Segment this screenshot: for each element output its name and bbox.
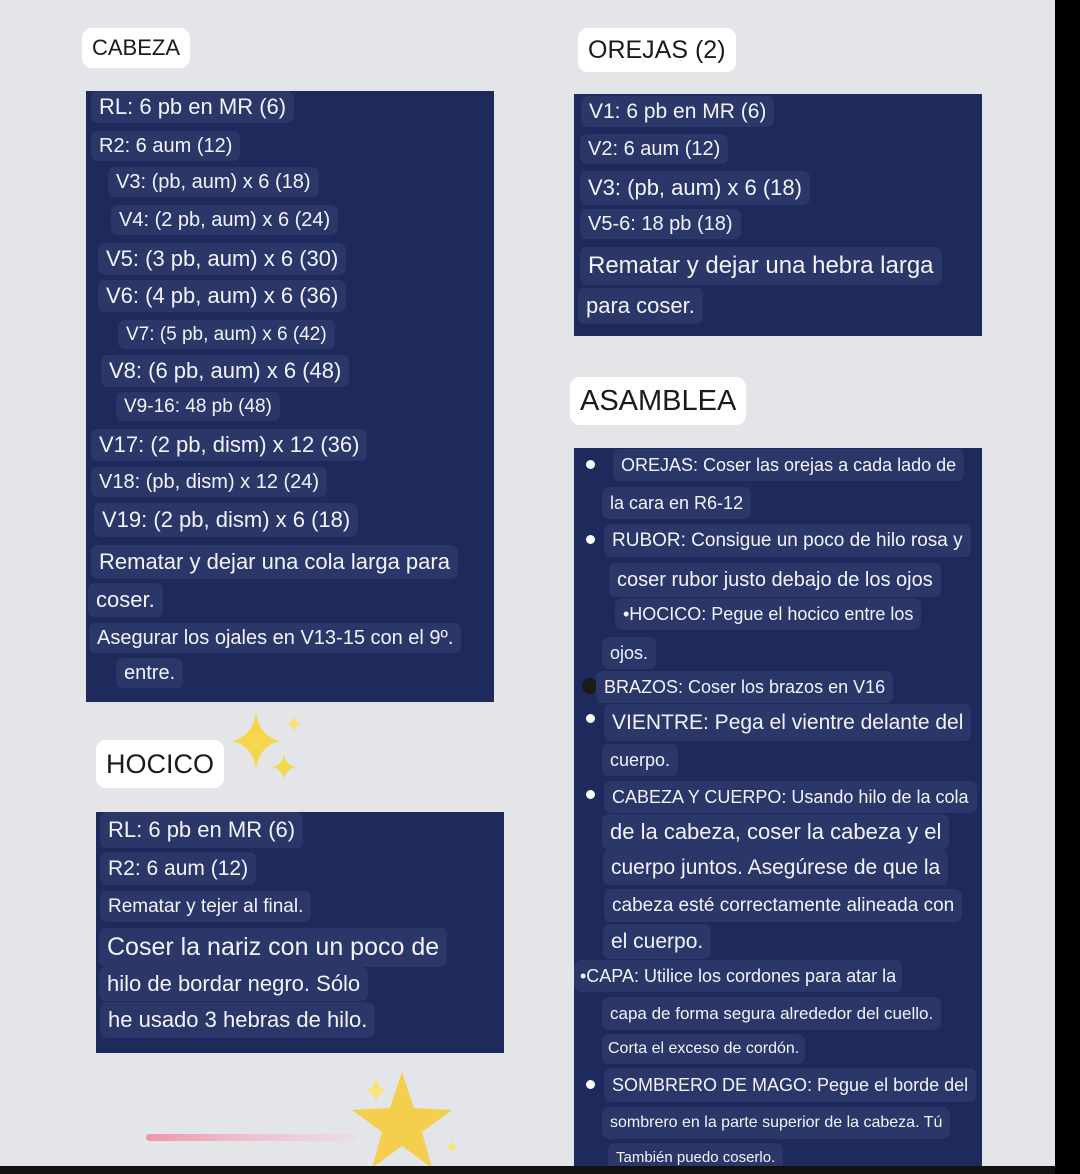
asamblea-line-20: También puedo coserlo.	[608, 1143, 783, 1172]
hocico-line-3: Rematar y tejer al final.	[100, 891, 311, 922]
cabeza-line-2: R2: 6 aum (12)	[91, 131, 240, 161]
cabeza-line-12: V19: (2 pb, dism) x 6 (18)	[94, 503, 358, 537]
cabeza-line-6: V6: (4 pb, aum) x 6 (36)	[98, 280, 346, 312]
cabeza-line-13: Rematar y dejar una cola larga para	[91, 545, 458, 579]
cabeza-line-11: V18: (pb, dism) x 12 (24)	[91, 467, 327, 497]
bullet-cabeza-cuerpo	[586, 790, 595, 799]
bottom-strip	[0, 1166, 1055, 1174]
cabeza-line-3: V3: (pb, aum) x 6 (18)	[108, 167, 319, 197]
asamblea-line-17: Corta el exceso de cordón.	[602, 1034, 805, 1064]
sparkle-icon	[222, 705, 302, 785]
asamblea-line-18: SOMBRERO DE MAGO: Pegue el borde del	[604, 1068, 976, 1102]
orejas-line-3: V3: (pb, aum) x 6 (18)	[580, 171, 810, 205]
asamblea-line-10: CABEZA Y CUERPO: Usando hilo de la cola	[604, 781, 977, 813]
orejas-title: OREJAS (2)	[578, 28, 736, 72]
asamblea-line-16: capa de forma segura alrededor del cuello.	[602, 997, 941, 1030]
cabeza-line-4: V4: (2 pb, aum) x 6 (24)	[111, 205, 338, 235]
cabeza-line-15: Asegurar los ojales en V13-15 con el 9º.	[89, 623, 461, 653]
asamblea-line-3: RUBOR: Consigue un poco de hilo rosa y	[604, 524, 971, 557]
bullet-vientre	[586, 714, 595, 723]
asamblea-line-19: sombrero en la parte superior de la cabeza. Tú	[602, 1107, 950, 1139]
bullet-orejas	[586, 460, 595, 469]
asamblea-line-4: coser rubor justo debajo de los ojos	[609, 563, 941, 597]
orejas-line-2: V2: 6 aum (12)	[580, 134, 728, 164]
asamblea-line-15: •CAPA: Utilice los cordones para atar la	[574, 960, 902, 992]
asamblea-line-14: el cuerpo.	[603, 924, 711, 959]
bullet-sombrero	[586, 1080, 595, 1089]
asamblea-line-6: ojos.	[602, 637, 656, 669]
asamblea-line-9: cuerpo.	[602, 744, 678, 776]
orejas-line-6: para coser.	[578, 288, 703, 324]
asamblea-line-2: la cara en R6-12	[602, 487, 751, 519]
hocico-line-6: he usado 3 hebras de hilo.	[100, 1002, 375, 1038]
cabeza-line-8: V8: (6 pb, aum) x 6 (48)	[101, 355, 349, 387]
hocico-line-1: RL: 6 pb en MR (6)	[100, 812, 303, 848]
cabeza-line-9: V9-16: 48 pb (48)	[116, 392, 280, 421]
hocico-line-4: Coser la nariz con un poco de	[99, 928, 447, 967]
cabeza-line-16: entre.	[116, 658, 183, 688]
orejas-line-1: V1: 6 pb en MR (6)	[581, 96, 774, 127]
hocico-line-5: hilo de bordar negro. Sólo	[99, 967, 368, 1001]
asamblea-title: ASAMBLEA	[570, 377, 746, 425]
asamblea-line-8: VIENTRE: Pega el vientre delante del	[604, 704, 971, 741]
asamblea-line-7: BRAZOS: Coser los brazos en V16	[596, 671, 893, 703]
hocico-title: HOCICO	[96, 740, 224, 788]
cabeza-line-1: RL: 6 pb en MR (6)	[91, 91, 294, 123]
asamblea-line-5: •HOCICO: Pegue el hocico entre los	[615, 598, 921, 630]
asamblea-line-11: de la cabeza, coser la cabeza y el	[602, 814, 949, 850]
asamblea-line-1: OREJAS: Coser las orejas a cada lado de	[613, 449, 964, 481]
bullet-rubor	[586, 535, 595, 544]
cabeza-line-5: V5: (3 pb, aum) x 6 (30)	[98, 243, 346, 275]
cabeza-line-14: coser.	[88, 583, 163, 617]
cabeza-line-10: V17: (2 pb, dism) x 12 (36)	[91, 429, 367, 461]
cabeza-title: CABEZA	[82, 28, 190, 68]
orejas-line-4: V5-6: 18 pb (18)	[580, 209, 741, 239]
orejas-line-5: Rematar y dejar una hebra larga	[580, 247, 942, 285]
cabeza-line-7: V7: (5 pb, aum) x 6 (42)	[118, 320, 335, 349]
shooting-star-icon	[140, 1060, 470, 1170]
asamblea-line-13: cabeza esté correctamente alineada con	[604, 889, 962, 922]
asamblea-line-12: cuerpo juntos. Asegúrese de que la	[603, 850, 948, 885]
hocico-line-2: R2: 6 aum (12)	[100, 852, 256, 885]
